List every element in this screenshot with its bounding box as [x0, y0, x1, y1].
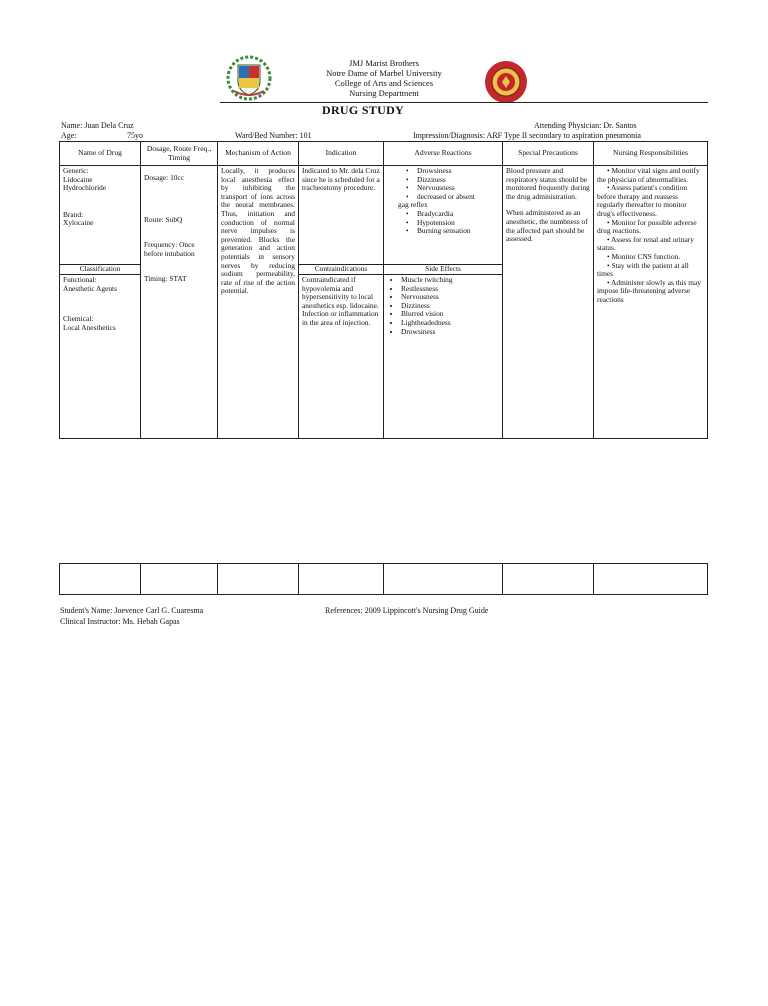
header-line-3: College of Arts and Sciences — [334, 78, 434, 88]
student-name: Student's Name: Joevence Carl G. Cuaresma — [60, 606, 204, 615]
table-row — [60, 166, 708, 265]
drug-study-table — [59, 141, 708, 439]
special-precautions-cell — [503, 166, 594, 439]
list-item: • Muscle twitching — [401, 276, 499, 285]
adverse-gag-reflex: gag reflex — [398, 200, 428, 210]
list-item: • Drowsiness — [401, 328, 499, 337]
document-title: DRUG STUDY — [322, 103, 405, 117]
route-value: Route: SubQ — [144, 214, 183, 224]
responsibility-item: • Monitor for possible adverse drug reactions. — [597, 219, 704, 236]
generic-label: Generic: — [63, 166, 89, 175]
list-item: • Drowsiness — [417, 167, 499, 176]
nursing-responsibilities-cell — [594, 166, 708, 439]
patient-name: Name: Juan Dela Cruz — [61, 121, 134, 130]
header-line-4: Nursing Department — [349, 88, 419, 98]
timing-value: Timing: STAT — [144, 274, 187, 284]
ward-bed-number: Ward/Bed Number: 101 — [235, 131, 312, 140]
header-dosage: Dosage, Route Freq., Timing — [141, 142, 218, 166]
age-value: 75yo — [127, 131, 143, 140]
generic-name: Lidocaine Hydrochloride — [63, 174, 107, 193]
list-item: • Lightheadedness — [401, 319, 499, 328]
drug-name-cell — [60, 166, 141, 265]
classification-header: Classification — [60, 265, 141, 275]
header-mechanism: Mechanism of Action — [218, 142, 299, 166]
functional-class: Anesthetic Agents — [63, 283, 117, 293]
brand-name: Xylocaine — [63, 218, 94, 228]
brand-label: Brand: — [63, 209, 84, 219]
list-item: • Dizziness — [417, 176, 499, 185]
classification-cell — [60, 275, 141, 439]
list-item: • Restlessness — [401, 285, 499, 294]
responsibility-item: • Monitor vital signs and notify the physician of abnormalities. — [597, 167, 704, 184]
list-item: • Nervousness — [417, 184, 499, 193]
list-item: • Dizziness — [401, 302, 499, 311]
list-item: • Hypotension — [417, 219, 499, 228]
functional-label: Functional: — [63, 275, 97, 284]
clinical-instructor: Clinical Instructor: Ms. Hebah Gapas — [60, 617, 180, 626]
adverse-reactions-list-2 — [387, 210, 499, 236]
dosage-value: Dosage: 10cc — [144, 173, 185, 182]
dosage-cell — [141, 166, 218, 439]
header-adverse-reactions: Adverse Reactions — [384, 142, 503, 166]
responsibility-item: • Stay with the patient at all times — [597, 262, 704, 279]
responsibility-item: • Assess patient's condition before therapy and reassess regularly thereafter to monitor drug's effectiveness. — [597, 184, 704, 218]
responsibility-item: • Assess for renal and urinary status. — [597, 236, 704, 253]
table-row — [60, 564, 708, 595]
adverse-reactions-list — [387, 167, 499, 201]
chemical-label: Chemical: — [63, 314, 94, 324]
header-indication: Indication — [299, 142, 384, 166]
header-name-of-drug: Name of Drug — [60, 142, 141, 166]
header-line-2: Notre Dame of Marbel University — [326, 68, 442, 78]
empty-table — [59, 563, 708, 595]
list-item: • decreased or absent — [417, 193, 499, 202]
header-line-1: JMJ Marist Brothers — [349, 58, 419, 68]
side-effects-header: Side Effects — [384, 265, 503, 275]
precaution-1: Blood pressure and respiratory status should be monitored frequently during the drug administration. — [506, 166, 590, 201]
table-header-row — [60, 142, 708, 166]
adverse-reactions-cell — [384, 166, 503, 265]
header-rule — [220, 102, 708, 103]
age-label: Age: — [61, 131, 77, 140]
chemical-class: Local Anesthetics — [63, 322, 116, 332]
header-nursing-responsibilities: Nursing Responsibilities — [594, 142, 708, 166]
university-crest-logo — [226, 55, 272, 101]
list-item: • Bradycardia — [417, 210, 499, 219]
nursing-seal-logo — [484, 60, 528, 104]
indication-cell: Indicated to Mr. dela Cruz since he is scheduled for a tracheostomy procedure. — [299, 166, 384, 265]
side-effects-cell — [384, 275, 503, 439]
responsibility-item: • Monitor CNS function. — [597, 253, 704, 262]
responsibility-item: • Administer slowly as this may impose life-threatening adverse reactions — [597, 279, 704, 305]
impression-diagnosis: Impression/Diagnosis: ARF Type II secondary to aspiration pneumonia — [413, 131, 641, 140]
header-special-precautions: Special Precautions — [503, 142, 594, 166]
contraindications-cell: Contraindicated if hypovolemia and hypersensitivity to local anesthetics esp. lidocaine. Infection or inflammation in the area of injection. — [299, 275, 384, 439]
attending-physician: Attending Physician: Dr. Santos — [534, 121, 637, 130]
side-effects-list — [387, 276, 499, 336]
frequency-value: Frequency: Once before intubation — [144, 240, 195, 258]
list-item: • Nervousness — [401, 293, 499, 302]
precaution-2: When administered as an anesthetic, the numbness of the affected part should be assessed. — [506, 208, 588, 244]
references: References: 2009 Lippincott's Nursing Drug Guide — [325, 606, 489, 615]
mechanism-cell: Locally, it produces local anesthesia effect by inhibiting the transport of ions across the neural membranes. Thus, initiation and conduction of normal nerve impulses is prevented. Blocks the generation and action potentials in sensory nerves by reducing sodium permeability, rate of rise of the action potential. — [218, 166, 299, 439]
contraindications-header: Contraindications — [299, 265, 384, 275]
list-item: • Burning sensation — [417, 227, 499, 236]
list-item: • Blurred vision — [401, 310, 499, 319]
